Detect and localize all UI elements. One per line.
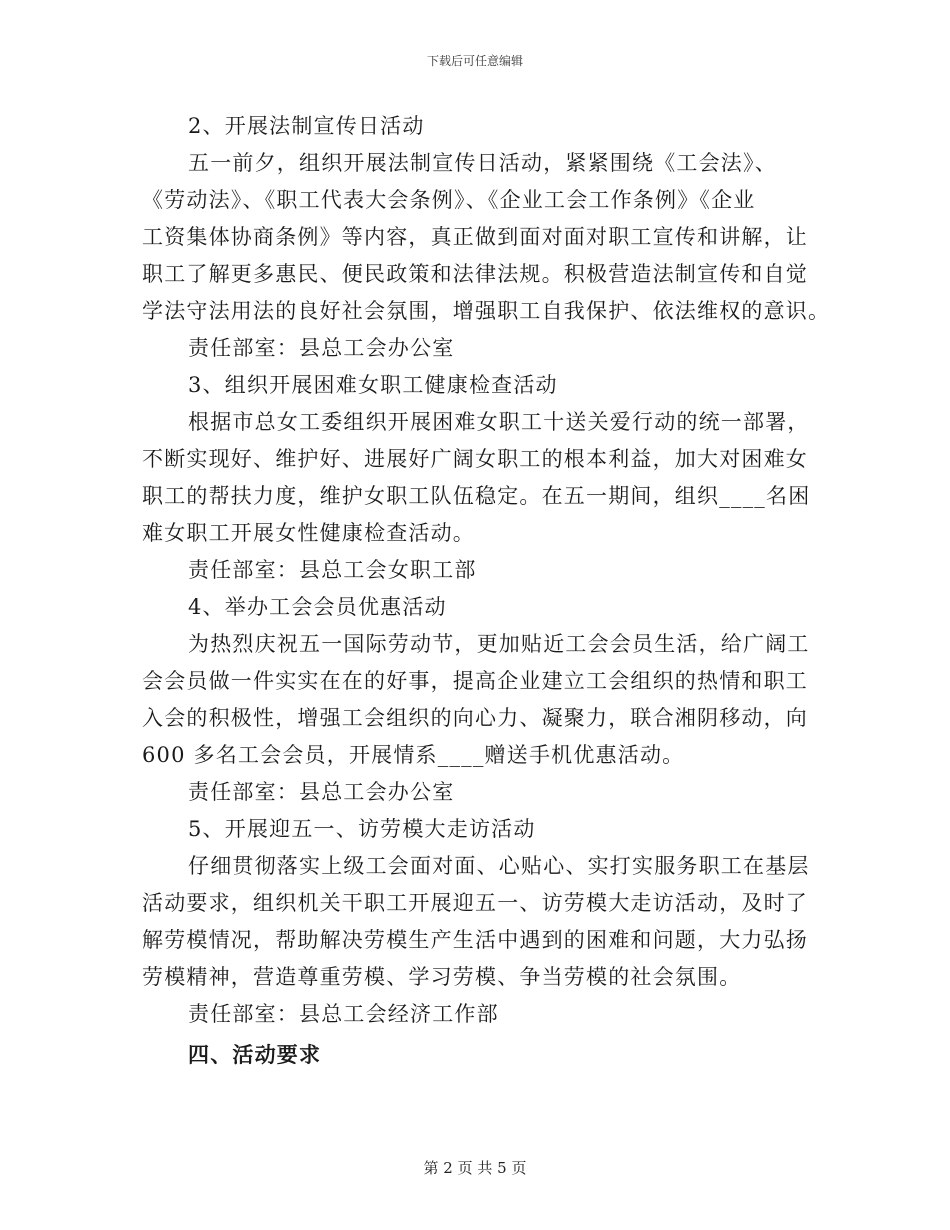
paragraph-line: 仔细贯彻落实上级工会面对面、心贴心、实打实服务职工在基层 — [188, 854, 810, 878]
paragraph-line: 会会员做一件实实在在的好事，提高企业建立工会组织的热情和职工 — [142, 669, 808, 693]
paragraph-line: 劳模精神，营造尊重劳模、学习劳模、争当劳模的社会氛围。 — [142, 965, 742, 989]
paragraph-line: 不断实现好、维护好、进展好广阔女职工的根本利益，加大对困难女 — [142, 447, 808, 471]
section-heading-4: 4、举办工会会员优惠活动 — [188, 595, 447, 619]
responsible-department: 责任部室：县总工会办公室 — [188, 336, 455, 360]
paragraph-line: 难女职工开展女性健康检查活动。 — [142, 521, 475, 545]
section-heading-3: 3、组织开展困难女职工健康检查活动 — [188, 373, 558, 397]
paragraph-line: 学法守法用法的良好社会氛围，增强职工自我保护、依法维权的意识。 — [142, 299, 831, 323]
paragraph-line: 入会的积极性，增强工会组织的向心力、凝聚力，联合湘阴移动，向 — [142, 706, 808, 730]
responsible-department: 责任部室：县总工会女职工部 — [188, 558, 477, 582]
responsible-department: 责任部室：县总工会经济工作部 — [188, 1002, 499, 1026]
paragraph-line: 为热烈庆祝五一国际劳动节，更加贴近工会会员生活，给广阔工 — [188, 632, 810, 656]
paragraph-line: 职工了解更多惠民、便民政策和法律法规。积极营造法制宣传和自觉 — [142, 262, 808, 286]
document-body — [142, 108, 831, 1073]
chapter-heading-activity-requirements: 四、活动要求 — [188, 1042, 322, 1067]
responsible-department: 责任部室：县总工会办公室 — [188, 780, 455, 804]
paragraph-line: 《劳动法》、《职工代表大会条例》、《企业工会工作条例》《企业 — [142, 188, 756, 212]
paragraph-line: 活动要求，组织机关干职工开展迎五一、访劳模大走访活动，及时了 — [142, 891, 808, 915]
page-header: 下载后可任意编辑 — [426, 54, 523, 68]
section-heading-5: 5、开展迎五一、访劳模大走访活动 — [188, 817, 536, 841]
page-footer-page-number: 第 2 页 共 5 页 — [423, 1159, 527, 1177]
paragraph-line: 根据市总女工委组织开展困难女职工十送关爱行动的统一部署， — [188, 410, 810, 434]
paragraph-line: 工资集体协商条例》等内容，真正做到面对面对职工宣传和讲解，让 — [142, 225, 808, 249]
paragraph-line: 600 多名工会会员，开展情系____赠送手机优惠活动。 — [142, 743, 685, 767]
section-heading-2: 2、开展法制宣传日活动 — [188, 114, 425, 138]
paragraph-line: 五一前夕，组织开展法制宣传日活动，紧紧围绕《工会法》、 — [188, 151, 777, 175]
paragraph-line: 解劳模情况，帮助解决劳模生产生活中遇到的困难和问题，大力弘扬 — [142, 928, 808, 952]
paragraph-line: 职工的帮扶力度，维护女职工队伍稳定。在五一期间，组织____名困 — [142, 484, 811, 508]
